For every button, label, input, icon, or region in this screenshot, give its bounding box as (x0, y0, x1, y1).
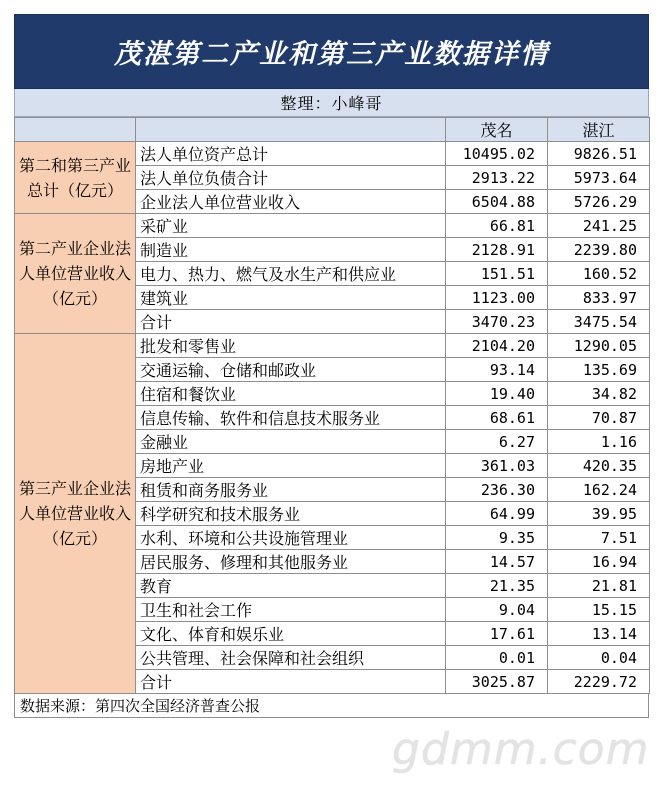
row-item-label: 文化、体育和娱乐业 (136, 622, 446, 646)
value-maoming: 21.35 (446, 574, 548, 598)
row-item-label: 金融业 (136, 430, 446, 454)
header-row (15, 118, 650, 142)
row-item-label: 居民服务、修理和其他服务业 (136, 550, 446, 574)
value-maoming: 68.61 (446, 406, 548, 430)
row-item-label: 合计 (136, 670, 446, 694)
value-maoming: 6.27 (446, 430, 548, 454)
value-zhanjiang: 135.69 (548, 358, 650, 382)
watermark: gdmm.com (392, 724, 650, 775)
table-row (15, 334, 650, 358)
header-blank-category (15, 118, 136, 142)
value-zhanjiang: 0.04 (548, 646, 650, 670)
row-item-label: 电力、热力、燃气及水生产和供应业 (136, 262, 446, 286)
row-item-label: 水利、环境和公共设施管理业 (136, 526, 446, 550)
value-maoming: 6504.88 (446, 190, 548, 214)
row-item-label: 科学研究和技术服务业 (136, 502, 446, 526)
row-item-label: 租赁和商务服务业 (136, 478, 446, 502)
value-maoming: 236.30 (446, 478, 548, 502)
row-item-label: 制造业 (136, 238, 446, 262)
row-item-label: 批发和零售业 (136, 334, 446, 358)
header-blank-item (136, 118, 446, 142)
value-zhanjiang: 13.14 (548, 622, 650, 646)
row-item-label: 卫生和社会工作 (136, 598, 446, 622)
value-zhanjiang: 39.95 (548, 502, 650, 526)
value-maoming: 64.99 (446, 502, 548, 526)
row-item-label: 公共管理、社会保障和社会组织 (136, 646, 446, 670)
value-zhanjiang: 1290.05 (548, 334, 650, 358)
value-maoming: 3025.87 (446, 670, 548, 694)
value-zhanjiang: 241.25 (548, 214, 650, 238)
value-maoming: 3470.23 (446, 310, 548, 334)
row-item-label: 信息传输、软件和信息技术服务业 (136, 406, 446, 430)
value-zhanjiang: 3475.54 (548, 310, 650, 334)
value-maoming: 151.51 (446, 262, 548, 286)
subtitle: 整理：小峰哥 (14, 89, 649, 117)
header-maoming: 茂名 (446, 118, 548, 142)
value-maoming: 9.35 (446, 526, 548, 550)
value-zhanjiang: 21.81 (548, 574, 650, 598)
value-maoming: 93.14 (446, 358, 548, 382)
data-source-note: 数据来源：第四次全国经济普查公报 (14, 694, 649, 718)
value-maoming: 9.04 (446, 598, 548, 622)
page-title: 茂湛第二产业和第三产业数据详情 (114, 39, 549, 70)
row-item-label: 建筑业 (136, 286, 446, 310)
row-item-label: 住宿和餐饮业 (136, 382, 446, 406)
table-body (15, 118, 650, 694)
value-zhanjiang: 7.51 (548, 526, 650, 550)
value-maoming: 1123.00 (446, 286, 548, 310)
value-zhanjiang: 162.24 (548, 478, 650, 502)
row-item-label: 合计 (136, 310, 446, 334)
category-label: 第二和第三产业总计（亿元） (15, 142, 136, 214)
row-item-label: 法人单位资产总计 (136, 142, 446, 166)
value-maoming: 2128.91 (446, 238, 548, 262)
value-maoming: 19.40 (446, 382, 548, 406)
value-maoming: 17.61 (446, 622, 548, 646)
value-maoming: 361.03 (446, 454, 548, 478)
value-maoming: 10495.02 (446, 142, 548, 166)
data-sheet (14, 14, 649, 718)
title-bar (14, 14, 649, 89)
value-maoming: 2104.20 (446, 334, 548, 358)
value-zhanjiang: 70.87 (548, 406, 650, 430)
row-item-label: 教育 (136, 574, 446, 598)
row-item-label: 企业法人单位营业收入 (136, 190, 446, 214)
value-zhanjiang: 9826.51 (548, 142, 650, 166)
header-zhanjiang: 湛江 (548, 118, 650, 142)
value-zhanjiang: 15.15 (548, 598, 650, 622)
row-item-label: 交通运输、仓储和邮政业 (136, 358, 446, 382)
value-zhanjiang: 34.82 (548, 382, 650, 406)
value-zhanjiang: 420.35 (548, 454, 650, 478)
table-row (15, 142, 650, 166)
row-item-label: 法人单位负债合计 (136, 166, 446, 190)
data-table (14, 117, 650, 694)
value-zhanjiang: 2239.80 (548, 238, 650, 262)
table-row (15, 214, 650, 238)
value-maoming: 2913.22 (446, 166, 548, 190)
value-zhanjiang: 5726.29 (548, 190, 650, 214)
row-item-label: 房地产业 (136, 454, 446, 478)
row-item-label: 采矿业 (136, 214, 446, 238)
category-label: 第二产业企业法人单位营业收入（亿元） (15, 214, 136, 334)
value-zhanjiang: 1.16 (548, 430, 650, 454)
value-zhanjiang: 833.97 (548, 286, 650, 310)
value-zhanjiang: 16.94 (548, 550, 650, 574)
value-maoming: 0.01 (446, 646, 548, 670)
value-zhanjiang: 2229.72 (548, 670, 650, 694)
category-label: 第三产业企业法人单位营业收入（亿元） (15, 334, 136, 694)
value-zhanjiang: 160.52 (548, 262, 650, 286)
value-zhanjiang: 5973.64 (548, 166, 650, 190)
value-maoming: 66.81 (446, 214, 548, 238)
value-maoming: 14.57 (446, 550, 548, 574)
